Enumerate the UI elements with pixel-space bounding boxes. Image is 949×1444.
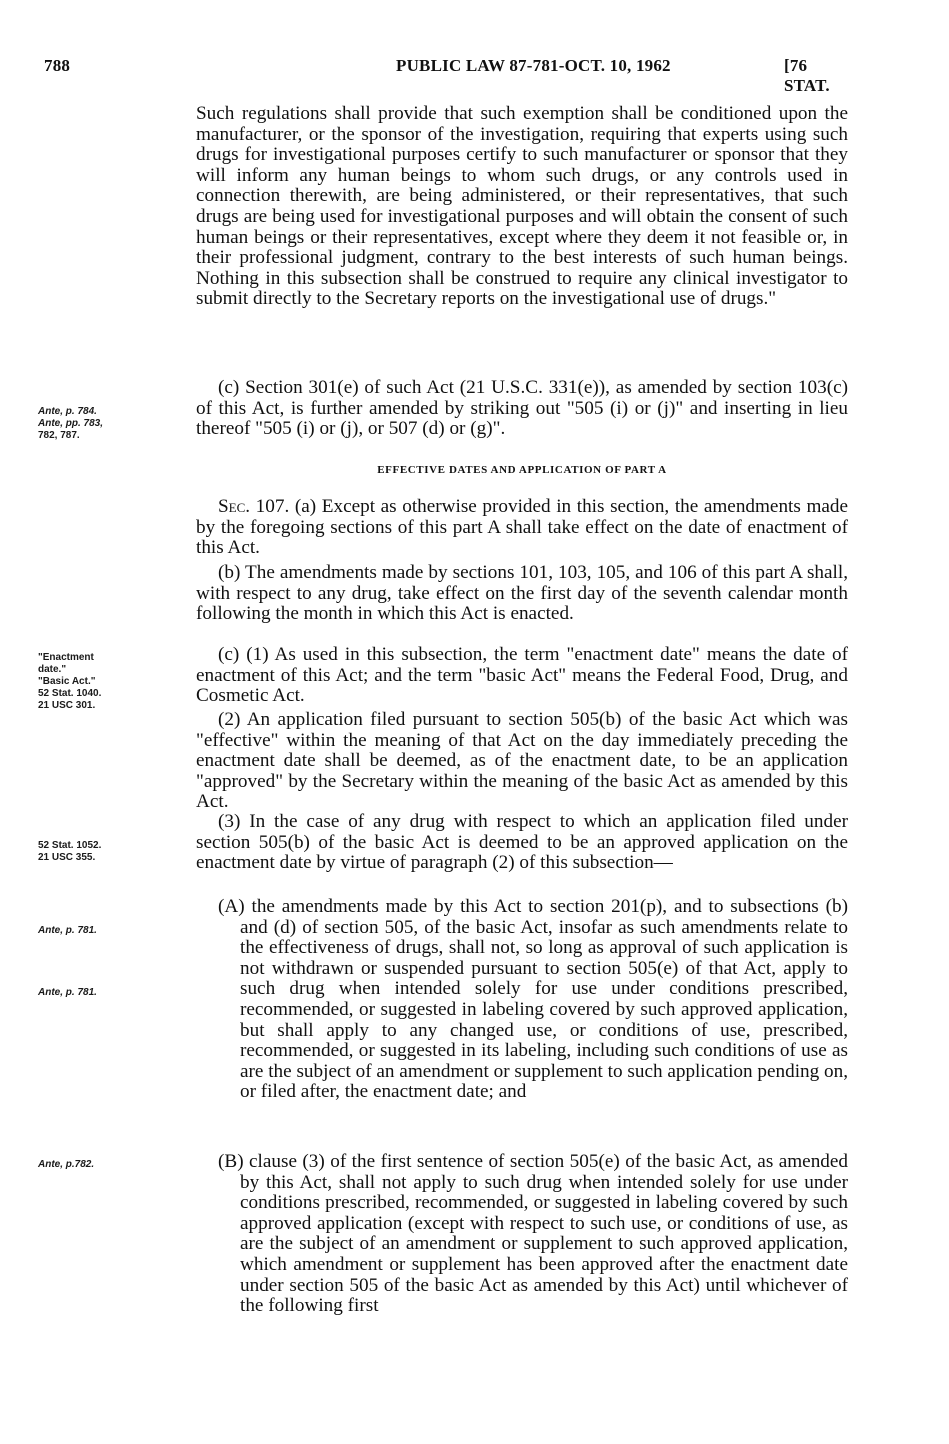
paragraph-c-section-301 bbox=[196, 378, 848, 440]
section-heading: EFFECTIVE DATES AND APPLICATION OF PART A bbox=[377, 464, 667, 476]
list-item-a bbox=[196, 897, 848, 1103]
page-header bbox=[44, 56, 853, 95]
running-title: PUBLIC LAW 87-781-OCT. 10, 1962 bbox=[396, 56, 671, 75]
paragraph-text: (c) (1) As used in this subsection, the term "enactment date" means the date of enactment of this Act; and the term "basic Act" means the Federal Food, Drug, and Cosmetic Act. bbox=[196, 644, 848, 707]
volume-reference: [76 STAT. bbox=[784, 56, 830, 95]
section-a-text: (a) Except as otherwise provided in this section, the amendments made by the foregoing sections of this part A shall take effect on the date of enactment of this Act. bbox=[196, 496, 848, 559]
margin-note-ante-782: Ante, p.782. bbox=[38, 1159, 95, 1170]
list-item-b bbox=[196, 1152, 848, 1317]
section-label: Sec. 107. bbox=[218, 496, 290, 517]
paragraph-text: (2) An application filed pursuant to section 505(b) of the basic Act which was "effective" within the meaning of that Act on the day immediately preceding the enactment date shall be deemed, as of the enactment date, to be an application "approved" by the Secretary within the meaning of the basic Act as amended by this Act. bbox=[196, 709, 848, 813]
paragraph-regulations bbox=[196, 104, 848, 310]
paragraph-text: (b) The amendments made by sections 101, 103, 105, and 106 of this part A shall, with respect to any drug, take effect on the first day of the seventh calendar month following the month in which this Act is enacted. bbox=[196, 562, 848, 625]
margin-note-ante-783: Ante, pp. 783, 782, 787. bbox=[38, 418, 104, 441]
paragraph-text: (3) In the case of any drug with respect to which an application filed under section 505(b) of the basic Act is deemed to be an approved application on the enactment date by virtue of paragraph (2) of this subsection— bbox=[196, 811, 848, 874]
list-item-text: (A) the amendments made by this Act to section 201(p), and to subsections (b) and (d) of section 505, of the basic Act, insofar as such amendments relate to the effectiveness of drugs, shall not, so long as approval of such application is not withdrawn or suspended pursuant to section 505(e) of that Act, apply to such drug when intended solely for use under conditions prescribed, recommended, or suggested in labeling covered by such approved application, but shall apply to any changed use, or conditions of use, prescribed, recommended, or suggested in its labeling, including such conditions of use as are the subject of an amendment or supplement to such application pending on, or filed after, the enactment date; and bbox=[218, 896, 848, 1103]
paragraph-sec-107-c2 bbox=[196, 710, 848, 813]
paragraph-text: (c) Section 301(e) of such Act (21 U.S.C. 331(e)), as amended by section 103(c) of this Act, is further amended by striking out "505 (i) or (j)" and inserting in lieu thereof "505 (i) or (j), or 507 (d) or (g)". bbox=[196, 377, 848, 440]
margin-note-ante-784: Ante, p. 784. bbox=[38, 406, 97, 417]
page-number: 788 bbox=[44, 56, 71, 75]
paragraph-sec-107-a bbox=[196, 497, 848, 559]
list-item-text: (B) clause (3) of the first sentence of section 505(e) of the basic Act, as amended by this Act, shall not apply to such drug when intended solely for use under conditions prescribed, recommended, or suggested in labeling covered by such approved application (except with respect to such use, or conditions of use, as are the subject of an amendment or supplement to such approved application, which amendment or supplement has been approved after the enactment date under section 505 of the basic Act as amended by this Act) until whichever of the following first bbox=[218, 1151, 848, 1317]
paragraph-text bbox=[196, 497, 848, 559]
margin-note-definitions: "Enactment date." "Basic Act." 52 Stat. 1040. 21 USC 301. bbox=[38, 652, 102, 711]
paragraph-text: Such regulations shall provide that such exemption shall be conditioned upon the manufacturer, or the sponsor of the investigation, requiring that experts using such drugs for investigational purposes certify to such manufacturer or sponsor that they will inform any human beings to whom such drugs, or any controls used in connection therewith, are being administered, or their representatives, that such drugs are being used for investigational purposes and will obtain the consent of such human beings or their representatives, except where they deem it not feasible or, in their professional judgment, contrary to the best interests of such human beings. Nothing in this subsection shall be construed to require any clinical investigator to submit directly to the Secretary reports on the investigational use of drugs." bbox=[196, 103, 848, 310]
paragraph-sec-107-b bbox=[196, 563, 848, 625]
margin-note-ante-781-b: Ante, p. 781. bbox=[38, 987, 97, 998]
margin-note-ante-781-a: Ante, p. 781. bbox=[38, 925, 97, 936]
paragraph-sec-107-c3 bbox=[196, 812, 848, 874]
margin-note-stat-1052: 52 Stat. 1052. 21 USC 355. bbox=[38, 840, 102, 863]
paragraph-sec-107-c1 bbox=[196, 645, 848, 707]
